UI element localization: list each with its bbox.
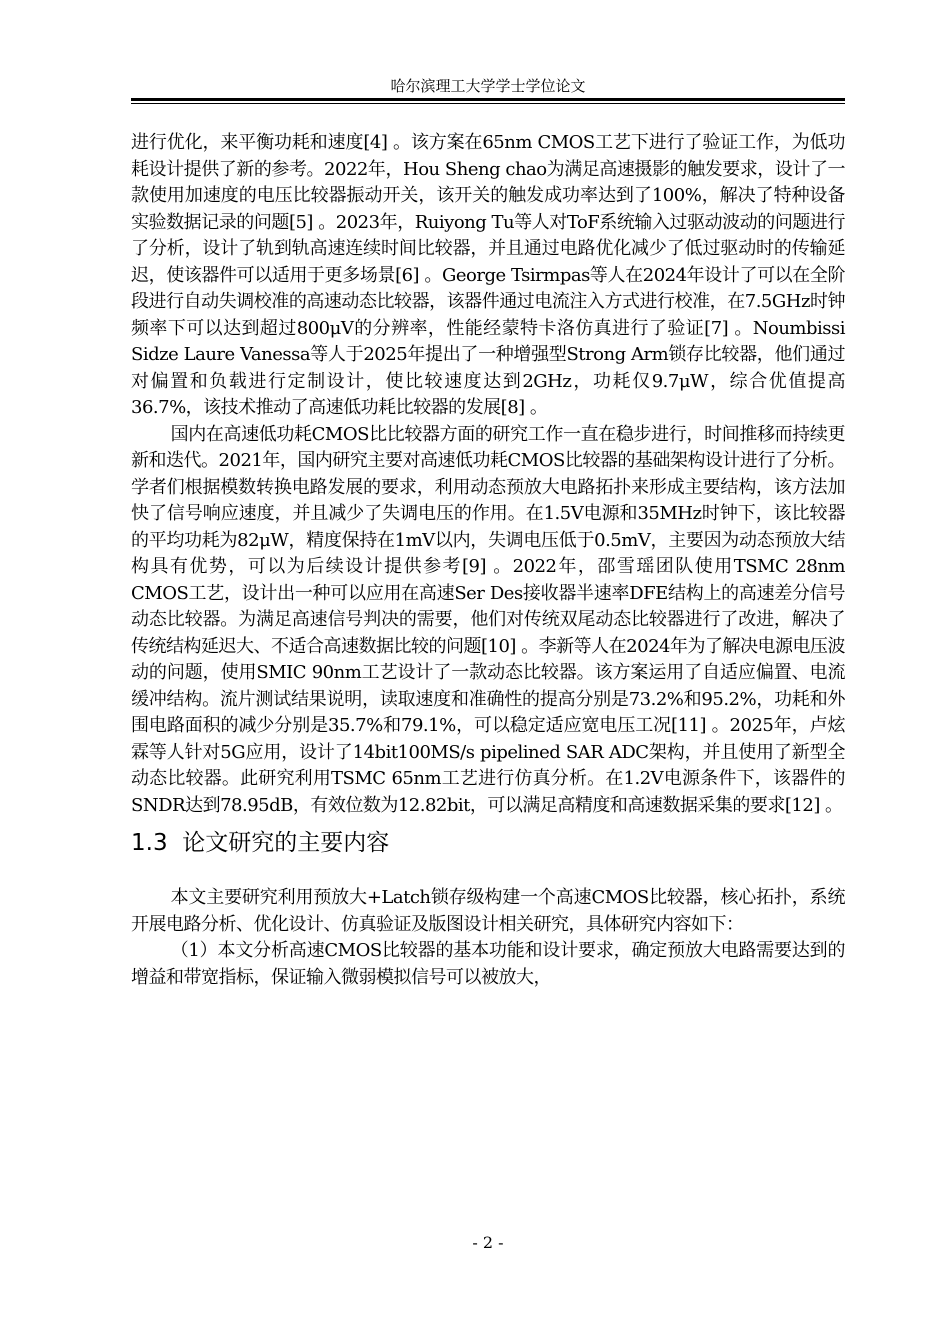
- paragraph-research-item-1: （1）本文分析高速CMOS比较器的基本功能和设计要求，确定预放大电路需要达到的增益和带宽指标，保证输入微弱模拟信号可以被放大，: [131, 940, 845, 988]
- paragraph-foreign-research: 进行优化，来平衡功耗和速度[4] 。该方案在65nm CMOS工艺下进行了验证工作，为低功耗设计提供了新的参考。2022年，Hou Sheng chao为满足高速摄影的触发要求，设计了一款使用加速度的电压比较器振动开关，该开关的触发成功率达到了100%，解决了特种设备实验数据记录的问题[5] 。2023年，Ruiyong Tu等人对ToF系统输入过驱动波动的问题进行了分析，设计了轨到轨高速连续时间比较器，并且通过电路优化减少了低过驱动时的传输延迟，使该器件可以适用于更多场景[6] 。George Tsirmpas等人在2024年设计了可以在全阶段进行自动失调校准的高速动态比较器，该器件通过电流注入方式进行校准，在7.5GHz时钟频率下可以达到超过800μV的分辨率，性能经蒙特卡洛仿真进行了验证[7] 。Noumbissi Sidze Laure Vanessa等人于2025年提出了一种增强型Strong Arm锁存比较器，他们通过对偏置和负载进行定制设计，使比较速度达到2GHz，功耗仅9.7μW，综合优值提高36.7%，该技术推动了高速低功耗比较器的发展[8] 。: [131, 132, 845, 418]
- section-title: 论文研究的主要内容: [182, 830, 390, 856]
- header-rule-thick: [131, 98, 845, 101]
- header-rule-thin: [131, 103, 845, 104]
- page-number: - 2 -: [472, 1233, 504, 1252]
- section-number: 1.3: [131, 830, 168, 856]
- section-heading: [131, 828, 845, 858]
- page-body: [131, 130, 845, 991]
- paragraph-research-content-intro: 本文主要研究利用预放大+Latch锁存级构建一个高速CMOS比较器，核心拓扑，系统开展电路分析、优化设计、仿真验证及版图设计相关研究，具体研究内容如下：: [131, 887, 845, 935]
- paragraph-domestic-research: 国内在高速低功耗CMOS比比较器方面的研究工作一直在稳步进行，时间推移而持续更新和迭代。2021年，国内研究主要对高速低功耗CMOS比较器的基础架构设计进行了分析。学者们根据模数转换电路发展的要求，利用动态预放大电路拓扑来形成主要结构，该方法加快了信号响应速度，并且减少了失调电压的作用。在1.5V电源和35MHz时钟下，该比较器的平均功耗为82μW，精度保持在1mV以内，失调电压低于0.5mV，主要因为动态预放大结构具有优势，可以为后续设计提供参考[9] 。2022年，邵雪瑶团队使用TSMC 28nm CMOS工艺，设计出一种可以应用在高速Ser Des接收器半速率DFE结构上的高速差分信号动态比较器。为满足高速信号判决的需要，他们对传统双尾动态比较器进行了改进，解决了传统结构延迟大、不适合高速数据比较的问题[10] 。李新等人在2024年为了解决电源电压波动的问题，使用SMIC 90nm工艺设计了一款动态比较器。该方案运用了自适应偏置、电流缓冲结构。流片测试结果说明，读取速度和准确性的提高分别是73.2%和95.2%，功耗和外围电路面积的减少分别是35.7%和79.1%，可以稳定适应宽电压工况[11] 。2025年，卢炫霖等人针对5G应用，设计了14bit100MS/s pipelined SAR ADC架构，并且使用了新型全动态比较器。此研究利用TSMC 65nm工艺进行仿真分析。在1.2V电源条件下，该器件的SNDR达到78.95dB，有效位数为12.82bit，可以满足高精度和高速数据采集的要求[12] 。: [131, 423, 845, 816]
- running-header: 哈尔滨理工大学学士学位论文: [390, 77, 586, 95]
